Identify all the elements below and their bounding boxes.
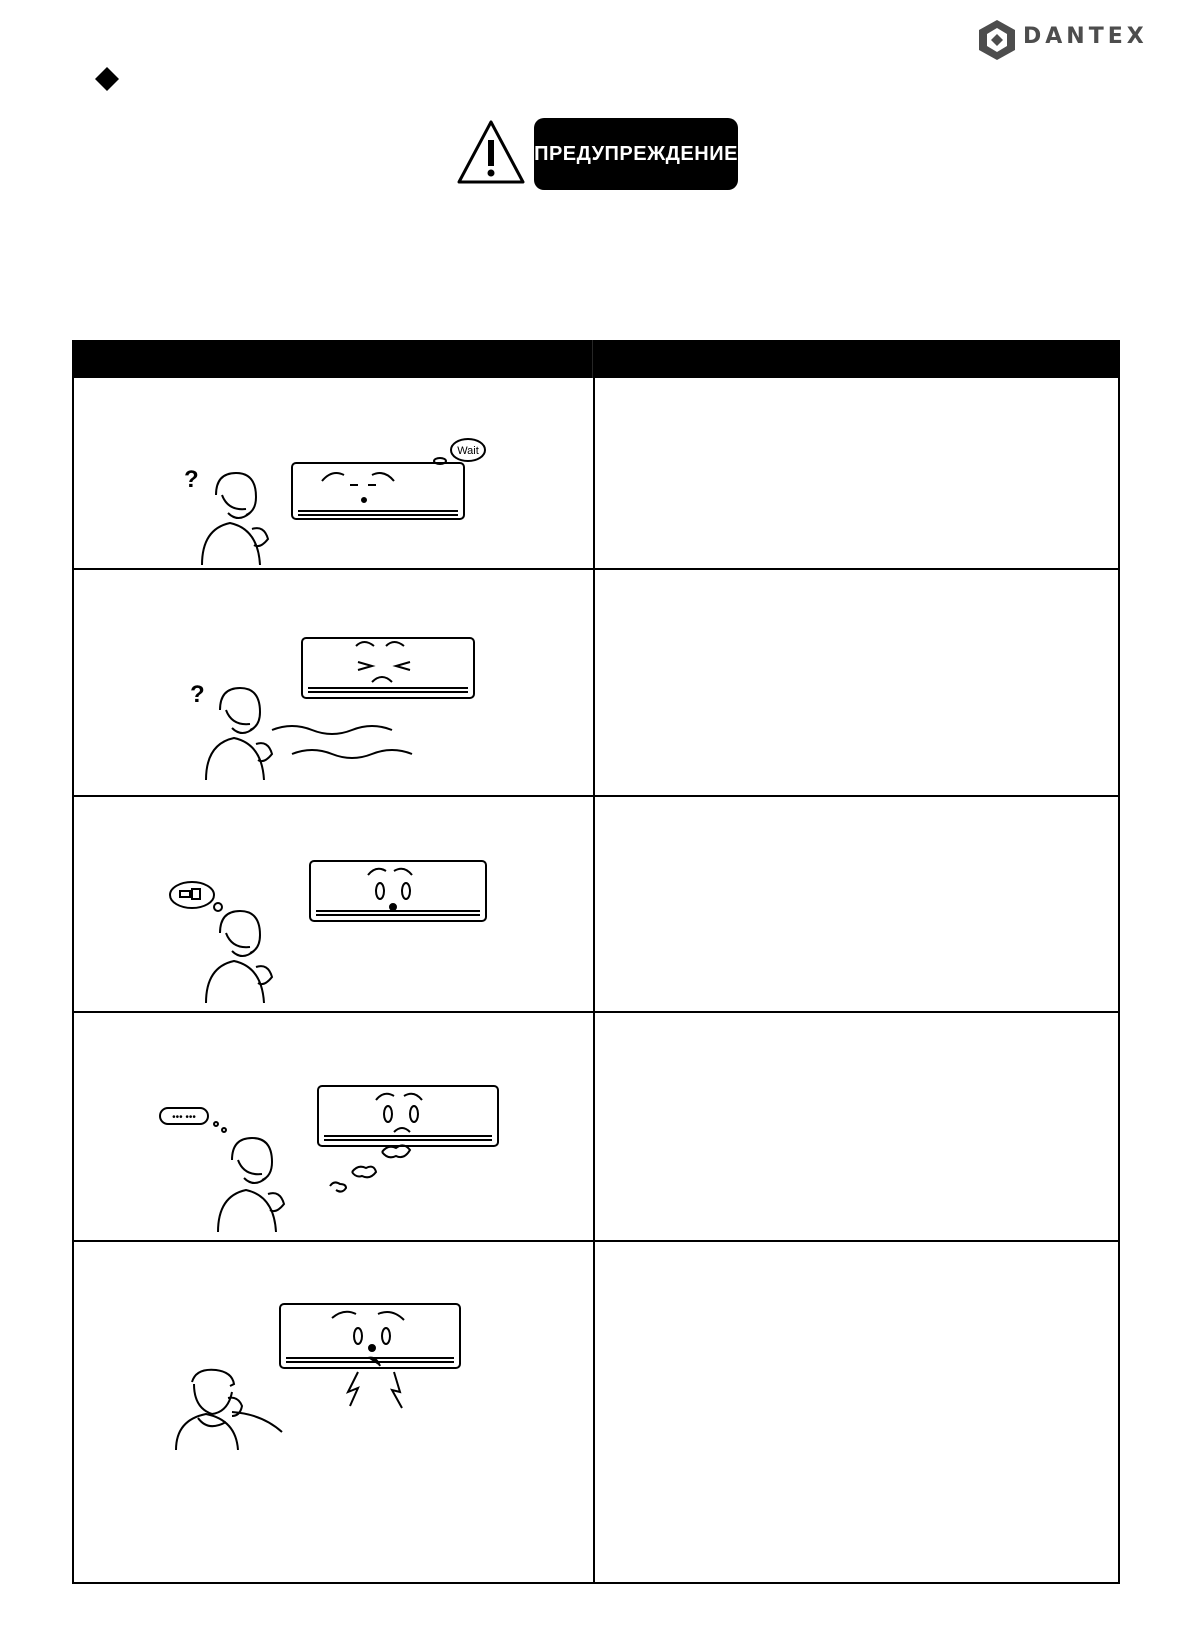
warning-badge <box>534 118 738 190</box>
troubleshooting-table <box>72 340 1120 1584</box>
dantex-logo <box>975 16 1175 68</box>
illustration-woman-confused-ac-airflow <box>172 630 572 780</box>
illustration-man-ac-electric-noise <box>172 1300 532 1450</box>
svg-text:?: ? <box>184 466 199 493</box>
dots-bubble-text: ••• ••• <box>172 1112 196 1123</box>
row-divider <box>72 1011 1120 1013</box>
row-divider <box>72 568 1120 570</box>
illustration-woman-confused-ac-wait <box>172 425 572 565</box>
table-border-left <box>72 340 74 1584</box>
dantex-logo-mark-icon <box>975 18 1019 62</box>
diamond-bullet-icon <box>95 67 119 91</box>
warning-triangle-icon <box>455 118 527 186</box>
table-header <box>72 340 1120 378</box>
row-divider <box>72 795 1120 797</box>
table-column-divider <box>593 340 595 1584</box>
wait-bubble-text: Wait <box>457 445 479 457</box>
row-divider <box>72 1240 1120 1242</box>
dantex-logo-text: DANTEX <box>1023 24 1148 49</box>
illustration-woman-thinking-ac-unit <box>162 855 562 1005</box>
svg-text:?: ? <box>190 681 205 708</box>
illustration-woman-ac-mist <box>152 1080 572 1235</box>
table-border-bottom <box>72 1582 1120 1584</box>
warning-label: ПРЕДУПРЕЖДЕНИЕ <box>534 142 738 165</box>
table-border-right <box>1118 340 1120 1584</box>
